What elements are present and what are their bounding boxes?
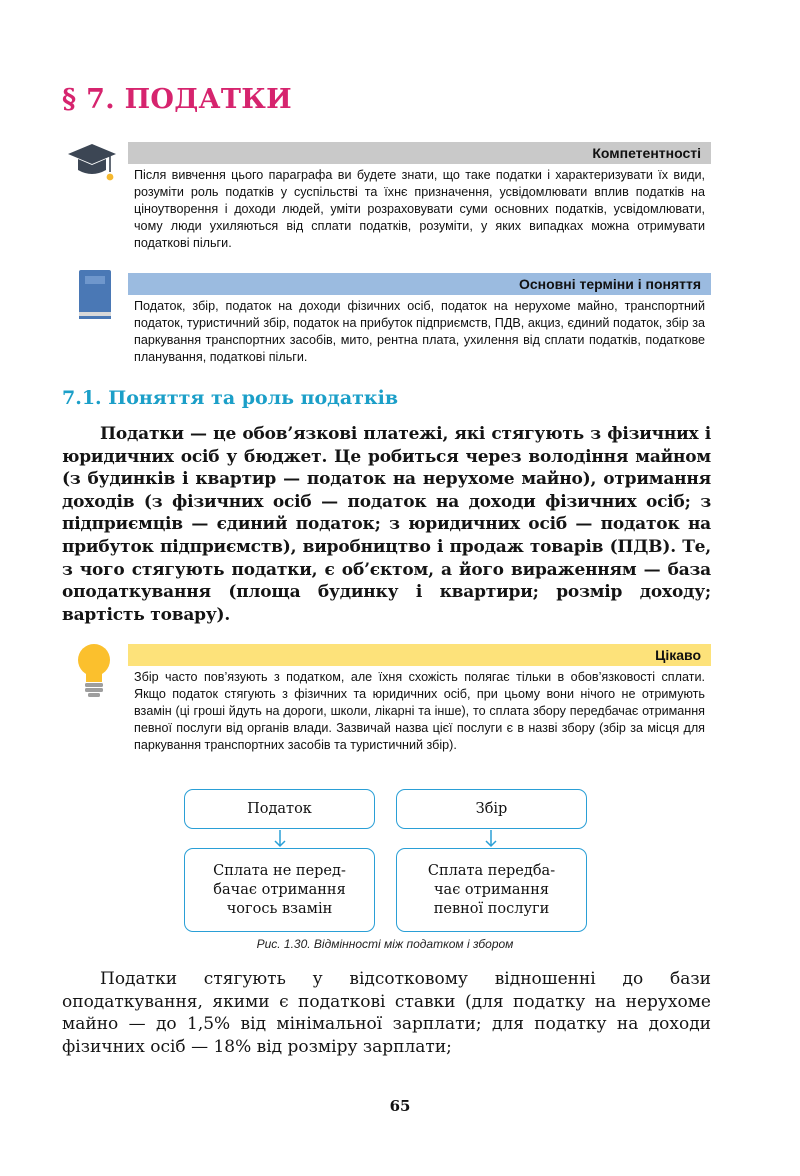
chapter-title: § 7. ПОДАТКИ [62,84,292,115]
book-icon [76,268,114,322]
competencies-text: Після вивчення цього параграфа ви будете знати, що таке податки і характеризувати їх види, розуміти роль податків у суспільстві та їхнє призначення, усвідомлювати вплив податків на ціноутворення і доходи людей, уміти розраховувати суми основних податків, усвідомлювати, чому люди ухиляються від сплати податків, розуміти, у яких випадках можна отримувати податкові пільги. [134,168,705,250]
terms-text: Податок, збір, податок на доходи фізичних осіб, податок на нерухоме майно, транспортний податок, туристичний збір, податок на прибуток підприємств, ПДВ, акциз, єдиний податок, збір за паркування транспортних засобів, мито, рентна плата, ухилення від сплати податків, податкове планування, податкові пільги. [134,299,705,364]
diagram-tax-result-box [184,848,375,932]
lightbulb-icon [74,642,114,702]
diagram-fee-result-label: Сплата передба-чає отримання певної послуги [427,862,556,917]
diagram-fee-box [396,789,587,829]
competencies-header: Компетентності [128,142,711,164]
diagram-arrow-left [272,830,288,848]
diagram-fee-label: Збір [475,800,508,817]
terms-header: Основні терміни і поняття [128,273,711,295]
figure-caption: Рис. 1.30. Відмінності між податком і збором [256,937,514,951]
diagram-tax-label: Податок [247,800,312,817]
interesting-text: Збір часто пов’язують з податком, але їхня схожість полягає тільки в обов’язковості сплати. Якщо податок стягують з фізичних та юридичних осіб, при цьому вони нічого не отримують взамін (ці гроші йдуть на дороги, школи, лікарні та інше), то сплата збору передбачає отримання певної послуги від органів влади. Зазвичай назва цієї послуги є в назві збору (збір за місця для паркування транспортних засобів та туристичний збір). [134,670,705,752]
section-paragraph-1: Податки — це обов’язкові платежі, які стягують з фізичних і юридичних осіб у бюджет. Це робиться через володіння майном (з будинків і квартир — податок на нерухоме майно), отримання доходів (з фізичних осіб — податок на доходи фізичних осіб; з підприємців — єдиний податок; з юридичних осіб — податок на прибуток підприємств), виробництво і продаж товарів (ПДВ). Те, з чого стягують податки, є об’єктом, а його вираженням — база оподаткування (площа будинку і квартири; розмір доходу; вартість товару). [62,424,711,625]
diagram-tax-result-label: Сплата не перед-бачає отримання чогось взамін [213,862,346,917]
page-number: 65 [389,1097,411,1115]
terms-box [128,273,711,366]
section-title: 7.1. Поняття та роль податків [62,387,399,409]
competencies-box [128,142,711,252]
diagram-arrow-right [483,830,499,848]
interesting-box [128,644,711,754]
graduation-cap-icon [66,140,118,186]
interesting-header: Цікаво [128,644,711,666]
section-paragraph-2: Податки стягують у відсотковому відношенні до бази оподаткування, якими є податкові ставки (для податку на нерухоме майно — до 1,5% від мінімальної зарплати; для податку на доходи фізичних осіб — 18% від розміру зарплати; [62,969,711,1057]
diagram-tax-box [184,789,375,829]
diagram-fee-result-box [396,848,587,932]
